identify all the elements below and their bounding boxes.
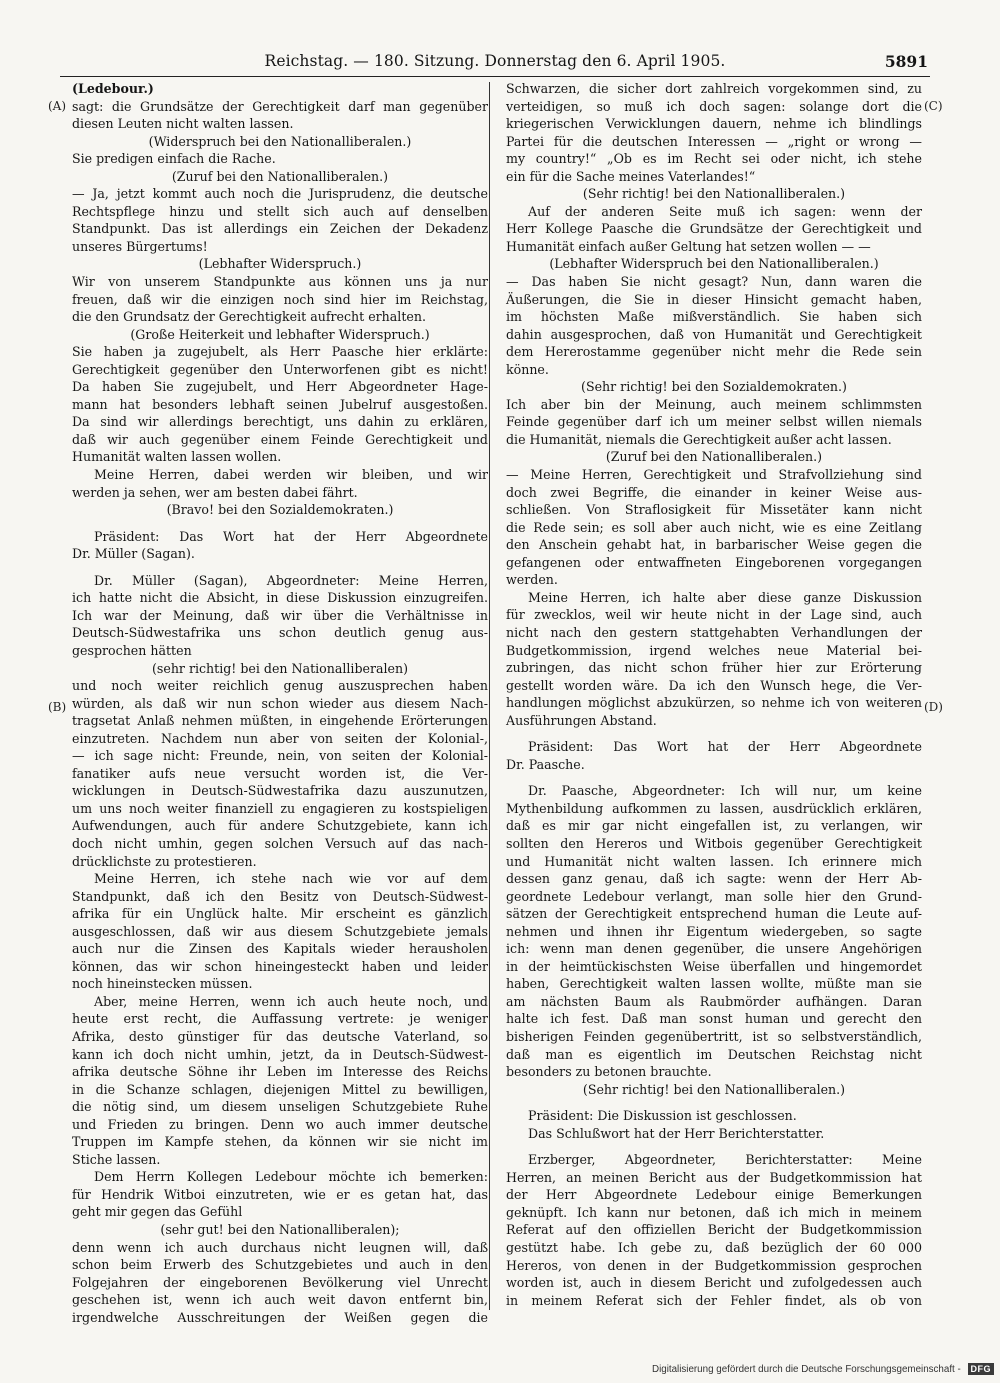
- right-column-line: geknüpft. Ich kann nur betonen, daß ich mich in meinem: [506, 1204, 922, 1220]
- right-column-line: gestützt habe. Ich gebe zu, daß bezüglich der 60 000: [506, 1240, 922, 1255]
- right-column-line: (Lebhafter Widerspruch bei den Nationalliberalen.): [549, 256, 879, 272]
- right-column-line: Budgetkommission, irgend welches neue Material bei-: [506, 642, 922, 658]
- right-column-line: (Sehr richtig! bei den Sozialdemokraten.): [581, 379, 847, 395]
- left-column-line: Ich war der Meinung, daß wir über die Verhältnisse in: [72, 607, 488, 623]
- left-column-line: (sehr gut! bei den Nationalliberalen);: [160, 1222, 400, 1237]
- dfg-logo: DFG: [968, 1363, 995, 1375]
- left-column-line: Wir von unserem Standpunkte aus können uns ja nur: [72, 274, 488, 290]
- right-column-line: und Humanität nicht walten lassen. Ich erinnere mich: [506, 853, 922, 869]
- left-column-line: um uns noch weiter finanziell zu engagieren zu kostspieligen: [72, 800, 488, 816]
- left-column-line: mann hat besonders lebhaft seinen Jubelruf ausgestoßen.: [72, 396, 488, 412]
- left-column-line: — Ja, jetzt kommt auch noch die Jurisprudenz, die deutsche: [72, 186, 488, 202]
- right-column-line: Schwarzen, die sicher dort zahlreich vorgekommen sind, zu: [506, 81, 922, 96]
- left-text-column: [72, 80, 488, 1326]
- left-column-line: (Große Heiterkeit und lebhafter Widerspruch.): [130, 326, 430, 342]
- left-column-line: Aber, meine Herren, wenn ich auch heute noch, und: [94, 993, 488, 1009]
- left-column-line: (Ledebour.): [72, 81, 154, 96]
- right-column-line: ich: wenn man denen gegenüber, die unsere Angehörigen: [506, 941, 922, 957]
- left-column-line: (Widerspruch bei den Nationalliberalen.): [148, 133, 412, 149]
- left-column-line: — ich sage nicht: Freunde, nein, von seiten der Kolonial-: [72, 748, 488, 764]
- right-column-line: bisherigen Feinden gegenübertritt, ist so selbstverständlich,: [506, 1028, 922, 1044]
- left-column-line: daß wir auch gegenüber einem Feinde Gerechtigkeit und: [72, 431, 488, 447]
- right-column-line: werden.: [506, 572, 558, 588]
- left-column-line: Präsident: Das Wort hat der Herr Abgeordnete: [94, 528, 488, 544]
- right-column-line: am nächsten Baum als Raubmörder aufhängen. Daran: [506, 993, 922, 1009]
- left-column-line: freuen, daß wir die einzigen noch sind hier im Reichstag,: [72, 291, 488, 307]
- right-column-line: sätzen der Gerechtigkeit entsprechend human die Leute auf-: [506, 906, 922, 922]
- right-column-line: nehmen und ihnen ihr Eigentum wiedergeben, so sagte: [506, 923, 922, 939]
- right-column-line: Dr. Paasche.: [506, 756, 585, 772]
- left-column-line: Gerechtigkeit gegenüber den Unterworfenen gibt es nicht!: [72, 361, 488, 377]
- left-column-line: ich hatte nicht die Absicht, in diese Diskussion einzugreifen.: [72, 590, 488, 606]
- left-column-line: einzutreten. Nachdem nun aber von seiten der Kolonial-,: [72, 730, 488, 746]
- left-column-line: in die Schanze schlagen, diejenigen Mittel zu bewilligen,: [72, 1081, 488, 1097]
- right-column-line: Feinde gegenüber darf ich um meiner selbst willen niemals: [506, 414, 922, 430]
- right-column-line: in der heimtückischsten Weise überfallen und hingemordet: [506, 958, 922, 974]
- left-column-line: Sie predigen einfach die Rache.: [72, 151, 276, 167]
- left-column-line: afrika deutsche Söhne ihr Leben im Interesse des Reichs: [72, 1064, 488, 1080]
- right-column-line: ein für die Sache meines Vaterlandes!“: [506, 168, 756, 184]
- right-column-line: my country!“ „Ob es im Recht sei oder nicht, ich stehe: [506, 151, 922, 167]
- left-column-line: schon beim Erwerb des Schutzgebietes und auch in den: [72, 1257, 488, 1273]
- page-number: 5891: [884, 52, 928, 71]
- right-text-column: [506, 80, 922, 1309]
- footer-text: Digitalisierung gefördert durch die Deutsche Forschungsgemeinschaft -: [652, 1364, 961, 1375]
- right-column-line: Äußerungen, die Sie in dieser Hinsicht gemacht haben,: [506, 291, 922, 307]
- digitization-footer: [652, 1363, 994, 1375]
- left-column-line: drücklichste zu protestieren.: [72, 853, 257, 869]
- left-column-line: Da haben Sie zugejubelt, und Herr Abgeordneter Hage-: [72, 379, 488, 395]
- left-column-line: sagt: die Grundsätze der Gerechtigkeit darf man gegenüber: [72, 98, 488, 114]
- left-column-line: (Lebhafter Widerspruch.): [198, 256, 362, 272]
- left-column-line: (Zuruf bei den Nationalliberalen.): [171, 168, 389, 184]
- margin-marker-c: (C): [924, 99, 943, 113]
- left-column-line: Deutsch-Südwestafrika uns schon deutlich genug aus-: [72, 625, 488, 641]
- right-column-line: Auf der anderen Seite muß ich sagen: wenn der: [528, 203, 922, 219]
- right-column-line: Ausführungen Abstand.: [506, 712, 657, 728]
- left-column-line: afrika für ein Unglück halte. Mir erscheint es gänzlich: [72, 906, 488, 922]
- right-column-line: gestellt worden wäre. Da ich den Wunsch hege, die Ver-: [506, 677, 922, 693]
- left-column-line: doch nicht umhin, gegen solchen Versuch auf das nach-: [72, 835, 488, 851]
- left-column-line: Sie haben ja zugejubelt, als Herr Paasche hier erklärte:: [72, 344, 488, 360]
- right-column-line: dahin ausgesprochen, daß von Humanität und Gerechtigkeit: [506, 326, 922, 342]
- right-column-line: dessen ganz genau, daß ich sagte: wenn der Herr Ab-: [506, 871, 922, 887]
- left-column-line: geht mir gegen das Gefühl: [72, 1204, 243, 1220]
- right-column-line: schließen. Von Straflosigkeit für Missetäter kann nicht: [506, 502, 922, 518]
- right-column-line: handlungen möglichst abzukürzen, so nehme ich von weiteren: [506, 695, 922, 711]
- right-column-line: Partei für die deutschen Interessen — „right or wrong —: [506, 133, 922, 149]
- right-column-line: nicht nach den gestern stattgehabten Verhandlungen der: [506, 624, 922, 640]
- right-column-line: der Herr Abgeordnete Ledebour einige Bemerkungen: [506, 1187, 922, 1203]
- column-divider: [489, 82, 490, 1310]
- margin-marker-b: (B): [48, 700, 67, 714]
- page-header: [60, 46, 930, 77]
- left-column-line: noch hineinstecken müssen.: [72, 976, 253, 992]
- right-column-line: Mythenbildung aufkommen zu lassen, ausdrücklich erklären,: [506, 800, 922, 816]
- right-column-line: zubringen, das nicht schon früher hier zur Erörterung: [506, 660, 922, 676]
- left-column-line: Aufwendungen, auch für andere Schutzgebiete, kann ich: [72, 818, 488, 834]
- right-column-line: Präsident: Die Diskussion ist geschlossen.: [528, 1108, 797, 1124]
- right-column-line: geordnete Ledebour verlangt, man solle hier den Grund-: [506, 888, 922, 904]
- left-column-line: und Frieden zu bringen. Denn wo auch immer deutsche: [72, 1116, 488, 1132]
- left-column-line: Dr. Müller (Sagan), Abgeordneter: Meine Herren,: [94, 572, 488, 588]
- right-column-line: Meine Herren, ich halte aber diese ganze Diskussion: [528, 589, 922, 605]
- right-column-line: — Meine Herren, Gerechtigkeit und Strafvollziehung sind: [506, 467, 922, 483]
- left-column-line: würden, als daß wir nun schon wieder aus diesem Nach-: [72, 695, 488, 711]
- right-column-line: (Zuruf bei den Nationalliberalen.): [605, 449, 823, 465]
- left-column-line: geschehen ist, wenn ich auch weit davon entfernt bin,: [72, 1292, 488, 1308]
- left-column-line: die den Grundsatz der Gerechtigkeit aufrecht erhalten.: [72, 309, 426, 325]
- left-column-line: (Bravo! bei den Sozialdemokraten.): [166, 502, 394, 518]
- right-column-line: Humanität einfach außer Geltung hat setzen wollen — —: [506, 238, 871, 254]
- right-column-line: — Das haben Sie nicht gesagt? Nun, dann waren die: [506, 274, 922, 290]
- running-title: Reichstag. — 180. Sitzung. Donnerstag den 6. April 1905.: [264, 52, 726, 70]
- right-column-line: Referat auf den offiziellen Bericht der Budgetkommission: [506, 1222, 922, 1238]
- left-column-line: Da sind wir allerdings berechtigt, uns dahin zu erklären,: [72, 414, 488, 430]
- left-column-line: Truppen im Kampfe stehen, da können wir sie nicht im: [72, 1134, 488, 1150]
- right-column-line: Erzberger, Abgeordneter, Berichterstatter: Meine: [528, 1152, 922, 1168]
- right-column-line: Hereros, von denen in der Budgetkommission gesprochen: [506, 1257, 922, 1273]
- right-column-line: die Rede sein; es soll aber auch nicht, wie es eine Zeitlang: [506, 519, 922, 535]
- left-column-line: Afrika, desto günstiger für das deutsche Vaterland, so: [72, 1028, 488, 1044]
- right-column-line: für zwecklos, weil wir heute nicht in der Lage sind, auch: [506, 607, 922, 623]
- right-column-line: haben, Gerechtigkeit walten lassen wollte, müßte man sie: [506, 976, 922, 992]
- left-column-line: fanatiker aufs neue versucht worden ist, die Ver-: [72, 765, 488, 781]
- right-column-line: Dr. Paasche, Abgeordneter: Ich will nur, um keine: [528, 783, 922, 799]
- right-column-line: worden ist, auch in diesem Bericht und zufolgedessen auch: [506, 1275, 922, 1291]
- left-column-line: heute erst recht, die Auffassung vertrete: je weniger: [72, 1011, 488, 1027]
- left-column-line: irgendwelche Ausschreitungen der Weißen gegen die: [72, 1309, 488, 1325]
- right-column-line: in meinem Referat sich der Fehler findet, als ob von: [506, 1292, 922, 1308]
- right-column-line: (Sehr richtig! bei den Nationalliberalen.): [582, 1081, 846, 1097]
- left-column-line: kann ich doch nicht umhin, jetzt, da in Deutsch-Südwest-: [72, 1046, 488, 1062]
- left-column-line: Rechtspflege hinzu und stellt sich auch auf denselben: [72, 203, 488, 219]
- left-column-line: gesprochen hätten: [72, 642, 192, 658]
- left-column-line: und noch weiter reichlich genug auszusprechen haben: [72, 678, 488, 694]
- left-column-line: werden ja sehen, wer am besten dabei fährt.: [72, 484, 358, 500]
- left-column-line: unseres Bürgertums!: [72, 238, 208, 254]
- left-column-line: tragsetat Anlaß nehmen müßten, in eingehende Erörterungen: [72, 713, 488, 729]
- left-column-line: wicklungen in Deutsch-Südwestafrika dazu auszunutzen,: [72, 783, 488, 799]
- left-column-line: diesen Leuten nicht walten lassen.: [72, 116, 294, 132]
- left-column-line: die nötig sind, um diesem unseligen Schutzgebiete Ruhe: [72, 1099, 488, 1115]
- left-column-line: Dr. Müller (Sagan).: [72, 546, 195, 562]
- margin-marker-a: (A): [48, 99, 67, 113]
- left-column-line: Meine Herren, ich stehe nach wie vor auf dem: [94, 871, 488, 887]
- right-column-line: dem Hererostamme gegenüber nicht mehr die Rede sein: [506, 344, 922, 360]
- left-column-line: Standpunkt. Das ist allerdings ein Zeichen der Dekadenz: [72, 221, 488, 237]
- right-column-line: gefangenen oder entwaffneten Eingeborenen vorgegangen: [506, 554, 922, 570]
- left-column-line: Humanität walten lassen wollen.: [72, 449, 282, 465]
- right-column-line: verteidigen, so muß ich doch sagen: solange dort die: [506, 98, 922, 114]
- left-column-line: ausgeschlossen, daß wir aus diesem Schutzgebiete jemals: [72, 923, 488, 939]
- left-column-line: Stiche lassen.: [72, 1151, 161, 1167]
- left-column-line: für Hendrik Witboi einzutreten, wie er es getan hat, das: [72, 1186, 488, 1202]
- right-column-line: die Humanität, niemals die Gerechtigkeit außer acht lassen.: [506, 431, 892, 447]
- right-column-line: halte ich fest. Daß man sonst human und gerecht den: [506, 1011, 922, 1027]
- left-column-line: Folgejahren der eingeborenen Bevölkerung viel Unrecht: [72, 1274, 488, 1290]
- right-column-line: Das Schlußwort hat der Herr Berichterstatter.: [528, 1125, 825, 1141]
- right-column-line: den Anschein gehabt hat, in barbarischer Weise gegen die: [506, 537, 922, 553]
- left-column-line: Standpunkt, daß ich den Besitz von Deutsch-Südwest-: [72, 888, 488, 904]
- margin-marker-d: (D): [924, 700, 943, 714]
- right-column-line: besonders zu betonen brauchte.: [506, 1064, 712, 1080]
- right-column-line: sollten den Hereros und Witbois gegenüber Gerechtigkeit: [506, 835, 922, 851]
- left-column-line: Dem Herrn Kollegen Ledebour möchte ich bemerken:: [94, 1169, 488, 1185]
- left-column-line: auch nur die Zinsen des Kapitals wieder herausholen: [72, 941, 488, 957]
- left-column-line: Meine Herren, dabei werden wir bleiben, und wir: [94, 467, 488, 483]
- right-column-line: daß man es eigentlich im Deutschen Reichstag nicht: [506, 1046, 922, 1062]
- left-column-line: können, das wir schon hineingesteckt haben und leider: [72, 958, 488, 974]
- left-column-line: denn wenn ich auch durchaus nicht leugnen will, daß: [72, 1239, 488, 1255]
- right-column-line: im höchsten Maße mißverständlich. Sie haben sich: [506, 309, 922, 325]
- right-column-line: Präsident: Das Wort hat der Herr Abgeordnete: [528, 739, 922, 755]
- right-column-line: Herren, an meinen Bericht aus der Budgetkommission hat: [506, 1169, 922, 1185]
- right-column-line: Herr Kollege Paasche die Grundsätze der Gerechtigkeit und: [506, 221, 922, 237]
- right-column-line: Ich aber bin der Meinung, auch meinem schlimmsten: [506, 396, 922, 412]
- right-column-line: könne.: [506, 361, 549, 377]
- right-column-line: daß es mir gar nicht eingefallen ist, zu verlangen, wir: [506, 818, 922, 834]
- right-column-line: (Sehr richtig! bei den Nationalliberalen.): [582, 186, 846, 202]
- right-column-line: kriegerischen Verwicklungen dauern, nehme ich blindlings: [506, 116, 922, 132]
- right-column-line: doch zwei Begriffe, die einander in keiner Weise aus-: [506, 484, 922, 500]
- left-column-line: (sehr richtig! bei den Nationalliberalen): [151, 660, 408, 676]
